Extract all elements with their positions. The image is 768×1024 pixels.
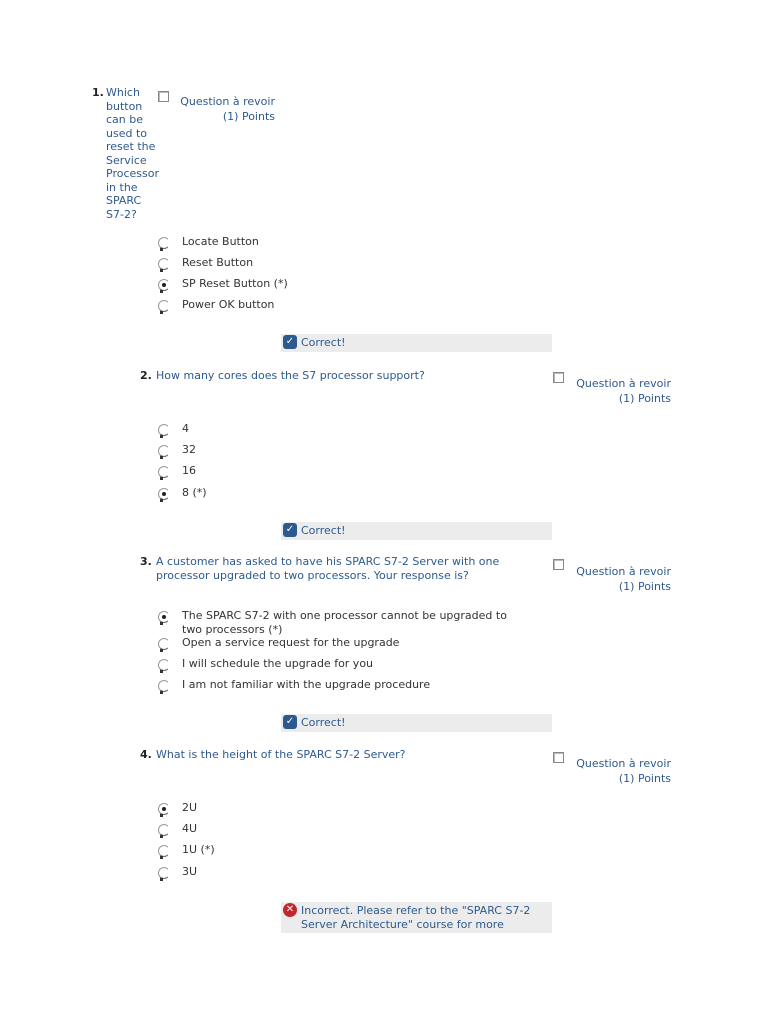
option-label: I am not familiar with the upgrade procedure [182, 678, 431, 691]
question-number: 4. [140, 748, 152, 761]
option-label: Open a service request for the upgrade [182, 636, 400, 649]
feedback-correct [281, 334, 552, 352]
review-checkbox[interactable] [553, 372, 564, 383]
option-label: Locate Button [182, 235, 259, 248]
question-number: 1. [92, 86, 104, 99]
option-label: 32 [182, 443, 196, 456]
question-number: 3. [140, 555, 152, 568]
check-icon: ✓ [283, 335, 297, 349]
radio-button[interactable] [158, 845, 170, 857]
option-label: The SPARC S7-2 with one processor cannot be upgraded to two processors (*) [182, 609, 507, 636]
radio-button[interactable] [158, 867, 170, 879]
question-text: How many cores does the S7 processor support? [156, 369, 425, 382]
points-label: (1) Points [618, 771, 671, 785]
review-info [575, 565, 671, 594]
feedback-text: Correct! [301, 716, 346, 729]
radio-button[interactable] [158, 824, 170, 836]
radio-button[interactable] [158, 659, 170, 671]
radio-button[interactable] [158, 680, 170, 692]
radio-button[interactable] [158, 300, 170, 312]
option-label: Reset Button [182, 256, 254, 269]
option-label: I will schedule the upgrade for you [182, 657, 374, 670]
points-label: (1) Points [618, 579, 671, 593]
radio-button-selected[interactable] [158, 279, 170, 291]
radio-button[interactable] [158, 237, 170, 249]
radio-button-selected[interactable] [158, 488, 170, 500]
radio-button[interactable] [158, 466, 170, 478]
points-label: (1) Points [222, 109, 275, 123]
question-text: Which button can be used to reset the Service Processor in the SPARC S7-2? [106, 86, 159, 221]
feedback-correct [281, 522, 552, 540]
radio-button[interactable] [158, 638, 170, 650]
review-label: Question à revoir [576, 757, 671, 770]
review-checkbox[interactable] [553, 559, 564, 570]
feedback-text: Incorrect. Please refer to the "SPARC S7-2 Server Architecture" course for more [301, 904, 531, 931]
radio-button-selected[interactable] [158, 611, 170, 623]
error-icon: ✕ [283, 903, 297, 917]
option-label: 4 [182, 422, 189, 435]
check-icon: ✓ [283, 523, 297, 537]
feedback-text: Correct! [301, 336, 346, 349]
review-label: Question à revoir [180, 95, 275, 108]
feedback-correct [281, 714, 552, 732]
review-label: Question à revoir [576, 377, 671, 390]
review-checkbox[interactable] [158, 91, 169, 102]
radio-button-selected[interactable] [158, 803, 170, 815]
option-label: 8 (*) [182, 486, 207, 499]
check-icon: ✓ [283, 715, 297, 729]
option-label: 2U [182, 801, 198, 814]
option-label: SP Reset Button (*) [182, 277, 288, 290]
option-label: Power OK button [182, 298, 275, 311]
radio-button[interactable] [158, 445, 170, 457]
option-label: 16 [182, 464, 196, 477]
review-info [575, 757, 671, 786]
question-text: A customer has asked to have his SPARC S7-2 Server with one processor upgraded to two processors. Your response is? [156, 555, 500, 582]
question-text: What is the height of the SPARC S7-2 Server? [156, 748, 406, 761]
option-label: 3U [182, 865, 198, 878]
review-checkbox[interactable] [553, 752, 564, 763]
radio-button[interactable] [158, 258, 170, 270]
radio-button[interactable] [158, 424, 170, 436]
points-label: (1) Points [618, 391, 671, 405]
review-info [180, 95, 275, 124]
feedback-text: Correct! [301, 524, 346, 537]
feedback-incorrect [281, 902, 552, 933]
review-label: Question à revoir [576, 565, 671, 578]
review-info [575, 377, 671, 406]
question-number: 2. [140, 369, 152, 382]
option-label: 4U [182, 822, 198, 835]
option-label: 1U (*) [182, 843, 215, 856]
